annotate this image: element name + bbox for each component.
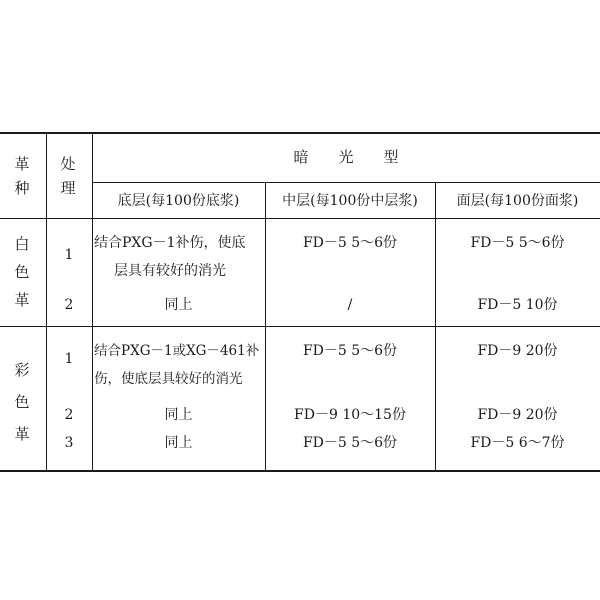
header-leather-type bbox=[12, 152, 32, 200]
leather-char: 色 bbox=[14, 393, 30, 411]
header-matte-type: 暗 光 型 bbox=[293, 148, 399, 166]
leather-label-colored bbox=[12, 354, 32, 450]
row-number: 2 bbox=[64, 297, 74, 313]
row-number: 1 bbox=[64, 247, 74, 263]
row-middle-value: FD－5 5～6份 bbox=[302, 343, 398, 359]
row-top-value: FD－5 5～6份 bbox=[470, 235, 565, 251]
leather-char: 白 bbox=[14, 235, 30, 253]
header-bottom-layer: 底层(每100份底浆) bbox=[117, 193, 240, 209]
row-middle-value: / bbox=[347, 297, 353, 313]
row-bottom-line: 同上 bbox=[164, 407, 193, 423]
group-divider-rule bbox=[0, 326, 600, 327]
row-number: 3 bbox=[64, 435, 74, 451]
col-rule-4 bbox=[435, 182, 436, 472]
leather-char: 革 bbox=[14, 291, 30, 309]
row-bottom-line: 同上 bbox=[164, 297, 193, 313]
header-leather-char: 种 bbox=[14, 179, 30, 197]
header-top-layer: 面层(每100份面浆) bbox=[456, 193, 579, 209]
row-top-value: FD－9 20份 bbox=[477, 407, 558, 423]
subheader-rule bbox=[92, 182, 600, 183]
leather-char: 彩 bbox=[14, 361, 30, 379]
header-treatment-char: 理 bbox=[60, 179, 76, 197]
header-treatment bbox=[58, 152, 78, 200]
row-bottom-line: 同上 bbox=[164, 435, 193, 451]
table-bottom-rule bbox=[0, 470, 600, 472]
col-rule-3 bbox=[265, 182, 266, 472]
row-top-value: FD－9 20份 bbox=[477, 343, 558, 359]
row-middle-value: FD－5 5～6份 bbox=[302, 235, 398, 251]
table-top-rule bbox=[0, 132, 600, 134]
header-middle-layer: 中层(每100份中层浆) bbox=[282, 193, 418, 209]
header-treatment-char: 处 bbox=[60, 155, 76, 173]
row-number: 2 bbox=[64, 407, 74, 423]
header-leather-char: 革 bbox=[14, 155, 30, 173]
row-bottom-line: 结合PXG－1或XG－461补 bbox=[94, 343, 260, 359]
row-number: 1 bbox=[64, 351, 74, 367]
row-bottom-line: 层具有较好的消光 bbox=[114, 263, 226, 279]
row-bottom-line: 伤，使底层具较好的消光 bbox=[94, 371, 243, 387]
header-bottom-rule bbox=[0, 218, 600, 219]
treatment-table bbox=[0, 132, 600, 472]
leather-char: 色 bbox=[14, 263, 30, 281]
row-bottom-line: 结合PXG－1补伤，使底 bbox=[94, 235, 246, 251]
row-top-value: FD－5 10份 bbox=[477, 297, 558, 313]
leather-char: 革 bbox=[14, 425, 30, 443]
leather-label-white bbox=[12, 230, 32, 314]
row-top-value: FD－5 6～7份 bbox=[470, 435, 565, 451]
row-middle-value: FD－9 10～15份 bbox=[294, 407, 406, 423]
row-middle-value: FD－5 5～6份 bbox=[302, 435, 398, 451]
